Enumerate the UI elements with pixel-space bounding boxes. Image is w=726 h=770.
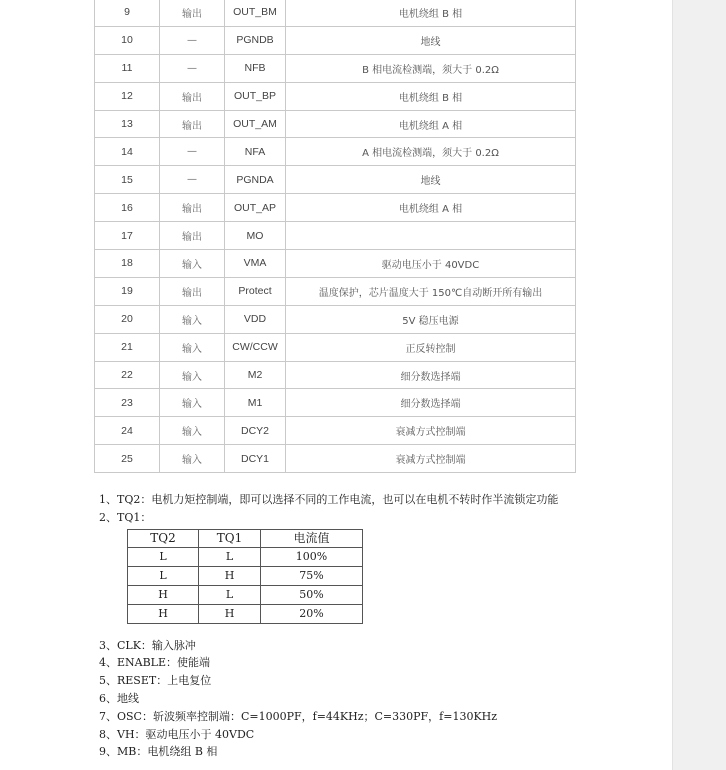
pin-name-cell: VDD xyxy=(225,305,286,333)
pin-function-cell: 衰减方式控制端 xyxy=(286,445,576,473)
pin-name-cell: M1 xyxy=(225,389,286,417)
pin-function-cell: 温度保护，芯片温度大于 150℃自动断开所有输出 xyxy=(286,277,576,305)
pin-row xyxy=(95,82,576,110)
pin-name-cell: CW/CCW xyxy=(225,333,286,361)
pin-direction-cell: — xyxy=(160,54,225,82)
tq-cell: 100% xyxy=(261,548,363,567)
tq-cell: L xyxy=(128,548,199,567)
pin-number-cell: 21 xyxy=(95,333,160,361)
pin-number-cell: 11 xyxy=(95,54,160,82)
right-sidebar xyxy=(672,0,726,770)
pin-name-cell: OUT_BM xyxy=(225,0,286,26)
note-vh: 8、VH：驱动电压小于 40VDC xyxy=(99,727,255,741)
pin-number-cell: 24 xyxy=(95,417,160,445)
tq-row xyxy=(128,604,363,623)
pin-direction-cell: 输入 xyxy=(160,389,225,417)
pin-number-cell: 12 xyxy=(95,82,160,110)
pin-number-cell: 15 xyxy=(95,166,160,194)
tq-cell: 75% xyxy=(261,567,363,586)
tq-cell: 50% xyxy=(261,585,363,604)
pin-name-cell: OUT_AM xyxy=(225,110,286,138)
note-tq1: 2、TQ1： xyxy=(99,510,152,524)
pin-direction-cell: 输入 xyxy=(160,333,225,361)
pin-function-cell: 地线 xyxy=(286,166,576,194)
notes-section xyxy=(99,491,579,761)
pin-row xyxy=(95,305,576,333)
tq-header-row xyxy=(128,529,363,548)
tq-cell: L xyxy=(128,567,199,586)
pin-direction-cell: 输出 xyxy=(160,110,225,138)
pin-row xyxy=(95,333,576,361)
pin-direction-cell: 输出 xyxy=(160,194,225,222)
pin-name-cell: OUT_AP xyxy=(225,194,286,222)
pin-name-cell: NFA xyxy=(225,138,286,166)
note-ground: 6、地线 xyxy=(99,691,139,705)
tq-cell: H xyxy=(128,585,199,604)
pin-function-cell: 电机绕组 A 相 xyxy=(286,194,576,222)
pin-function-cell: 衰减方式控制端 xyxy=(286,417,576,445)
pin-direction-cell: 输出 xyxy=(160,277,225,305)
pin-function-cell xyxy=(286,222,576,250)
pin-name-cell: VMA xyxy=(225,250,286,278)
tq-cell: L xyxy=(199,585,261,604)
pin-row xyxy=(95,277,576,305)
pin-function-cell: 驱动电压小于 40VDC xyxy=(286,250,576,278)
pin-number-cell: 19 xyxy=(95,277,160,305)
pin-function-cell: 细分数选择端 xyxy=(286,389,576,417)
pin-row xyxy=(95,250,576,278)
pin-direction-cell: — xyxy=(160,166,225,194)
pin-number-cell: 14 xyxy=(95,138,160,166)
pin-name-cell: DCY1 xyxy=(225,445,286,473)
tq-row xyxy=(128,585,363,604)
pin-number-cell: 20 xyxy=(95,305,160,333)
pin-function-cell: 电机绕组 A 相 xyxy=(286,110,576,138)
pin-row xyxy=(95,222,576,250)
pin-row xyxy=(95,417,576,445)
pin-direction-cell: 输出 xyxy=(160,222,225,250)
tq-cell: H xyxy=(128,604,199,623)
tq-row xyxy=(128,567,363,586)
pin-function-cell: A 相电流检测端，须大于 0.2Ω xyxy=(286,138,576,166)
tq-cell: H xyxy=(199,604,261,623)
pin-direction-cell: 输入 xyxy=(160,305,225,333)
pin-name-cell: M2 xyxy=(225,361,286,389)
pin-number-cell: 17 xyxy=(95,222,160,250)
note-enable: 4、ENABLE：使能端 xyxy=(99,656,211,670)
tq-cell: 20% xyxy=(261,604,363,623)
pin-direction-cell: 输入 xyxy=(160,445,225,473)
pin-row xyxy=(95,0,576,26)
pin-function-cell: 正反转控制 xyxy=(286,333,576,361)
pin-name-cell: Protect xyxy=(225,277,286,305)
pin-table xyxy=(94,0,576,473)
pin-row xyxy=(95,138,576,166)
pin-number-cell: 16 xyxy=(95,194,160,222)
pin-number-cell: 23 xyxy=(95,389,160,417)
pin-name-cell: NFB xyxy=(225,54,286,82)
pin-row xyxy=(95,26,576,54)
pin-function-cell: 地线 xyxy=(286,26,576,54)
pin-number-cell: 13 xyxy=(95,110,160,138)
pin-name-cell: MO xyxy=(225,222,286,250)
pin-row xyxy=(95,110,576,138)
note-clk: 3、CLK：输入脉冲 xyxy=(99,638,196,652)
pin-function-cell: 电机绕组 B 相 xyxy=(286,82,576,110)
tq-cell: H xyxy=(199,567,261,586)
pin-row xyxy=(95,361,576,389)
pin-direction-cell: 输出 xyxy=(160,0,225,26)
pin-function-cell: 细分数选择端 xyxy=(286,361,576,389)
pin-function-cell: 电机绕组 B 相 xyxy=(286,0,576,26)
note-osc: 7、OSC：斩波频率控制端：C=1000PF，f=44KHz；C=330PF，f=130KHz xyxy=(99,709,498,723)
pin-direction-cell: 输入 xyxy=(160,361,225,389)
pin-direction-cell: 输入 xyxy=(160,417,225,445)
tq-current-table xyxy=(127,529,363,624)
pin-row xyxy=(95,166,576,194)
pin-name-cell: DCY2 xyxy=(225,417,286,445)
pin-row xyxy=(95,445,576,473)
pin-row xyxy=(95,389,576,417)
pin-number-cell: 9 xyxy=(95,0,160,26)
pin-number-cell: 22 xyxy=(95,361,160,389)
pin-direction-cell: 输出 xyxy=(160,82,225,110)
pin-function-cell: B 相电流检测端，须大于 0.2Ω xyxy=(286,54,576,82)
pin-direction-cell: — xyxy=(160,26,225,54)
note-tq2: 1、TQ2：电机力矩控制端，即可以选择不同的工作电流，也可以在电机不转时作半流锁定功能 xyxy=(99,493,559,506)
tq-row xyxy=(128,548,363,567)
pin-name-cell: PGNDA xyxy=(225,166,286,194)
note-reset: 5、RESET：上电复位 xyxy=(99,674,212,688)
pin-number-cell: 25 xyxy=(95,445,160,473)
tq-header-cell: TQ2 xyxy=(128,529,199,548)
pin-function-cell: 5V 稳压电源 xyxy=(286,305,576,333)
pin-name-cell: OUT_BP xyxy=(225,82,286,110)
tq-header-cell: 电流值 xyxy=(261,529,363,548)
tq-header-cell: TQ1 xyxy=(199,529,261,548)
pin-direction-cell: 输入 xyxy=(160,250,225,278)
pin-direction-cell: — xyxy=(160,138,225,166)
pin-number-cell: 18 xyxy=(95,250,160,278)
pin-name-cell: PGNDB xyxy=(225,26,286,54)
pin-row xyxy=(95,194,576,222)
note-mb: 9、MB：电机绕组 B 相 xyxy=(99,745,218,759)
pin-row xyxy=(95,54,576,82)
tq-cell: L xyxy=(199,548,261,567)
pin-number-cell: 10 xyxy=(95,26,160,54)
